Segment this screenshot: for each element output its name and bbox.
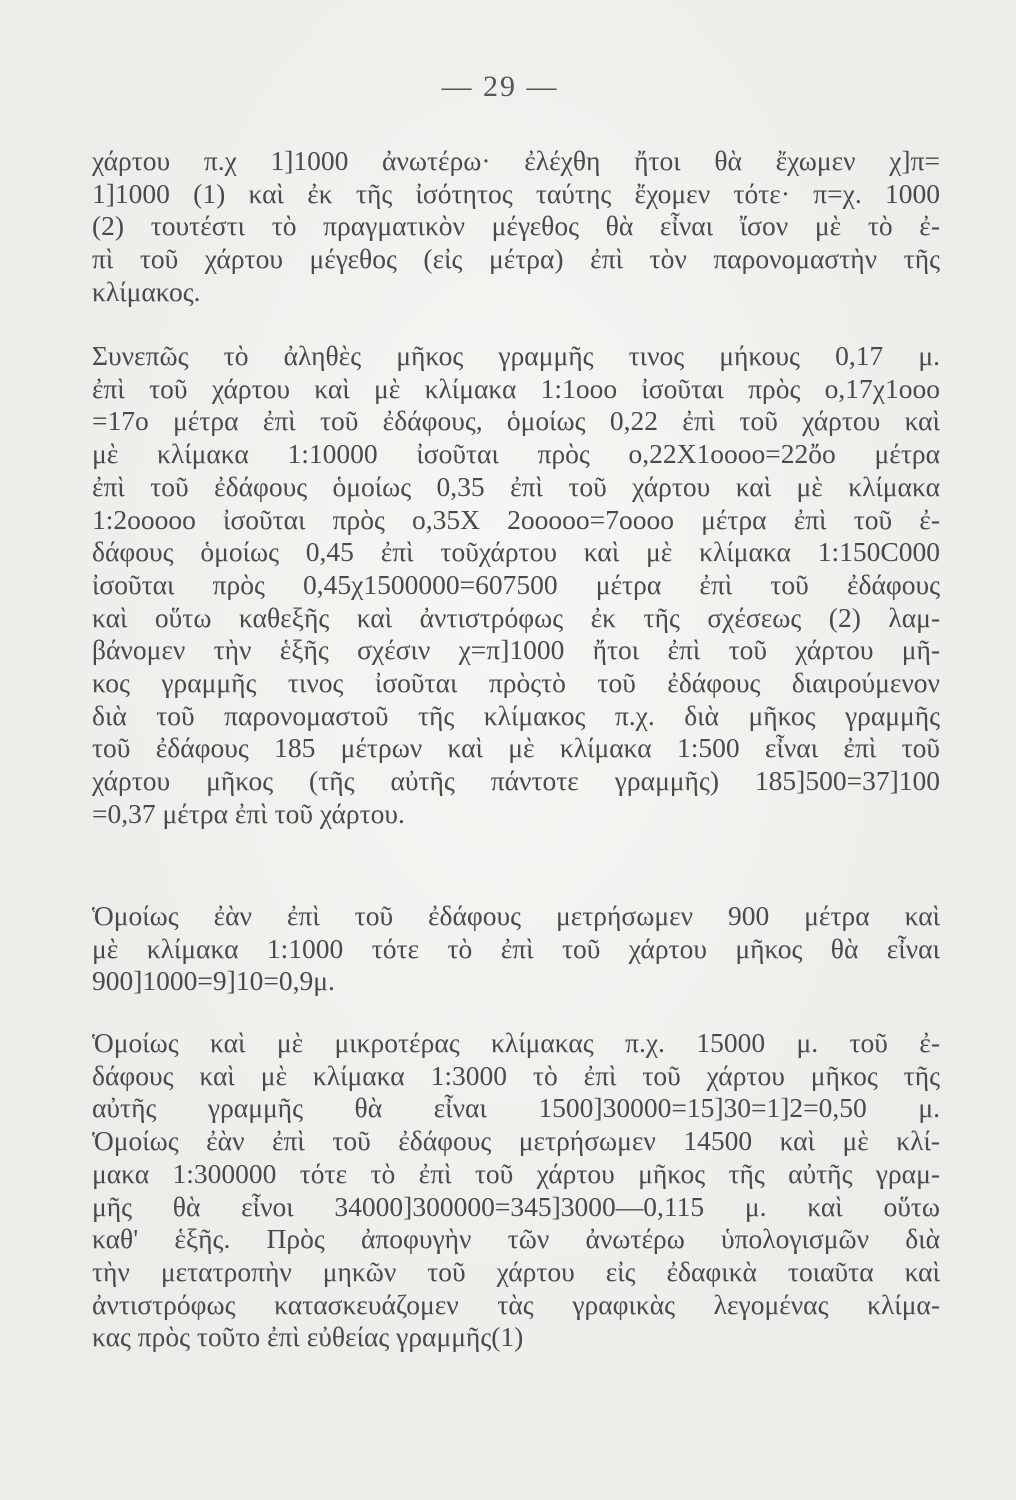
text-line: Συνεπῶς τὸ ἀληθὲς μῆκος γραμμῆς τινος μήκους 0,17 μ. xyxy=(92,340,940,371)
text-line: (2) τουτέστι τὸ πραγματικὸν μέγεθος θὰ εἶναι ἴσον μὲ τὸ ἐ- xyxy=(92,210,940,242)
text-line: πὶ τοῦ χάρτου μέγεθος (εἰς μέτρα) ἐπὶ τὸν παρονομαστὴν τῆς xyxy=(92,243,940,275)
paragraph xyxy=(92,1027,940,1354)
text-line: μὲ κλίμακα 1:10000 ἰσοῦται πρὸς o,22X1oooo=22ὄo μέτρα xyxy=(92,438,940,470)
text-line: διὰ τοῦ παρονομαστοῦ τῆς κλίμακος π.χ. διὰ μῆκος γραμμῆς xyxy=(92,699,940,731)
text-line: ἐπὶ τοῦ χάρτου καὶ μὲ κλίμακα 1:1ooo ἰσοῦται πρὸς o,17χ1ooo xyxy=(92,372,940,404)
text-line: χάρτου π.χ 1]1000 ἀνωτέρω· ἐλέχθη ἤτοι θὰ ἔχωμεν χ]π= xyxy=(92,145,940,176)
text-line: ἰσοῦται πρὸς 0,45χ1500000=607500 μέτρα ἐπὶ τοῦ ἐδάφους xyxy=(92,568,940,600)
text-line: δάφους καὶ μὲ κλίμακα 1:3000 τὸ ἐπὶ τοῦ χάρτου μῆκος τῆς xyxy=(92,1059,940,1091)
text-line: μὲ κλίμακα 1:1000 τότε τὸ ἐπὶ τοῦ χάρτου μῆκος θὰ εἶναι xyxy=(92,932,940,964)
text-line: κλίμακος. xyxy=(92,275,201,307)
text-line: Ὁμοίως καὶ μὲ μικροτέρας κλίμακας π.χ. 15000 μ. τοῦ ἐ- xyxy=(92,1027,940,1058)
text-line: ἐπὶ τοῦ ἐδάφους ὁμοίως 0,35 ἐπὶ τοῦ χάρτου καὶ μὲ κλίμακα xyxy=(92,470,940,502)
text-line: κας πρὸς τοῦτο ἐπὶ εὐθείας γραμμῆς(1) xyxy=(92,1321,524,1353)
text-line: χάρτου μῆκος (τῆς αὐτῆς πάντοτε γραμμῆς) 185]500=37]100 xyxy=(92,765,940,797)
paragraph xyxy=(92,900,940,998)
text-line: ἀντιστρόφως κατασκευάζομεν τὰς γραφικὰς λεγομένας κλίμα- xyxy=(92,1288,940,1320)
paragraph xyxy=(92,340,940,831)
text-line: μακα 1:300000 τότε τὸ ἐπὶ τοῦ χάρτου μῆκος τῆς αὐτῆς γραμ- xyxy=(92,1157,940,1189)
text-line: αὐτῆς γραμμῆς θὰ εἶναι 1500]30000=15]30=1]2=0,50 μ. xyxy=(92,1092,940,1124)
text-line: 1]1000 (1) καὶ ἐκ τῆς ἰσότητος ταύτης ἔχομεν τότε· π=χ. 1000 xyxy=(92,177,940,209)
text-line: δάφους ὁμοίως 0,45 ἐπὶ τοῦχάρτου καὶ μὲ κλίμακα 1:150C000 xyxy=(92,536,940,568)
text-line: τὴν μετατροπὴν μηκῶν τοῦ χάρτου εἰς ἐδαφικὰ τοιαῦτα καὶ xyxy=(92,1255,940,1287)
text-line: Ὁμοίως ἐὰν ἐπὶ τοῦ ἐδάφους μετρήσωμεν 14500 καὶ μὲ κλί- xyxy=(92,1125,940,1157)
text-line: κος γραμμῆς τινος ἰσοῦται πρὸςτὸ τοῦ ἐδάφους διαιρούμενον xyxy=(92,667,940,699)
text-line: =0,37 μέτρα ἐπὶ τοῦ χάρτου. xyxy=(92,797,405,829)
text-line: Ὁμοίως ἐὰν ἐπὶ τοῦ ἐδάφους μετρήσωμεν 900 μέτρα καὶ xyxy=(92,900,940,931)
text-line: τοῦ ἐδάφους 185 μέτρων καὶ μὲ κλίμακα 1:500 εἶναι ἐπὶ τοῦ xyxy=(92,732,940,764)
paragraph xyxy=(92,145,940,309)
text-line: 1:2ooooo ἰσοῦται πρὸς o,35X 2ooooo=7oooo μέτρα ἐπὶ τοῦ ἐ- xyxy=(92,503,940,535)
text-line: =17o μέτρα ἐπὶ τοῦ ἐδάφους, ὁμοίως 0,22 ἐπὶ τοῦ χάρτου καὶ xyxy=(92,405,940,437)
text-line: καὶ οὕτω καθεξῆς καὶ ἀντιστρόφως ἐκ τῆς σχέσεως (2) λαμ- xyxy=(92,601,940,633)
text-line: καθ' ἑξῆς. Πρὸς ἀποφυγὴν τῶν ἀνωτέρω ὑπολογισμῶν διὰ xyxy=(92,1223,940,1255)
text-line: βάνομεν τὴν ἑξῆς σχέσιν χ=π]1000 ἤτοι ἐπὶ τοῦ χάρτου μῆ- xyxy=(92,634,940,666)
page-number: — 29 — xyxy=(441,70,559,103)
text-line: μῆς θὰ εἶνοι 34000]300000=345]3000—0,115 μ. καὶ οὕτω xyxy=(92,1190,940,1222)
text-line: 900]1000=9]10=0,9μ. xyxy=(92,965,335,997)
